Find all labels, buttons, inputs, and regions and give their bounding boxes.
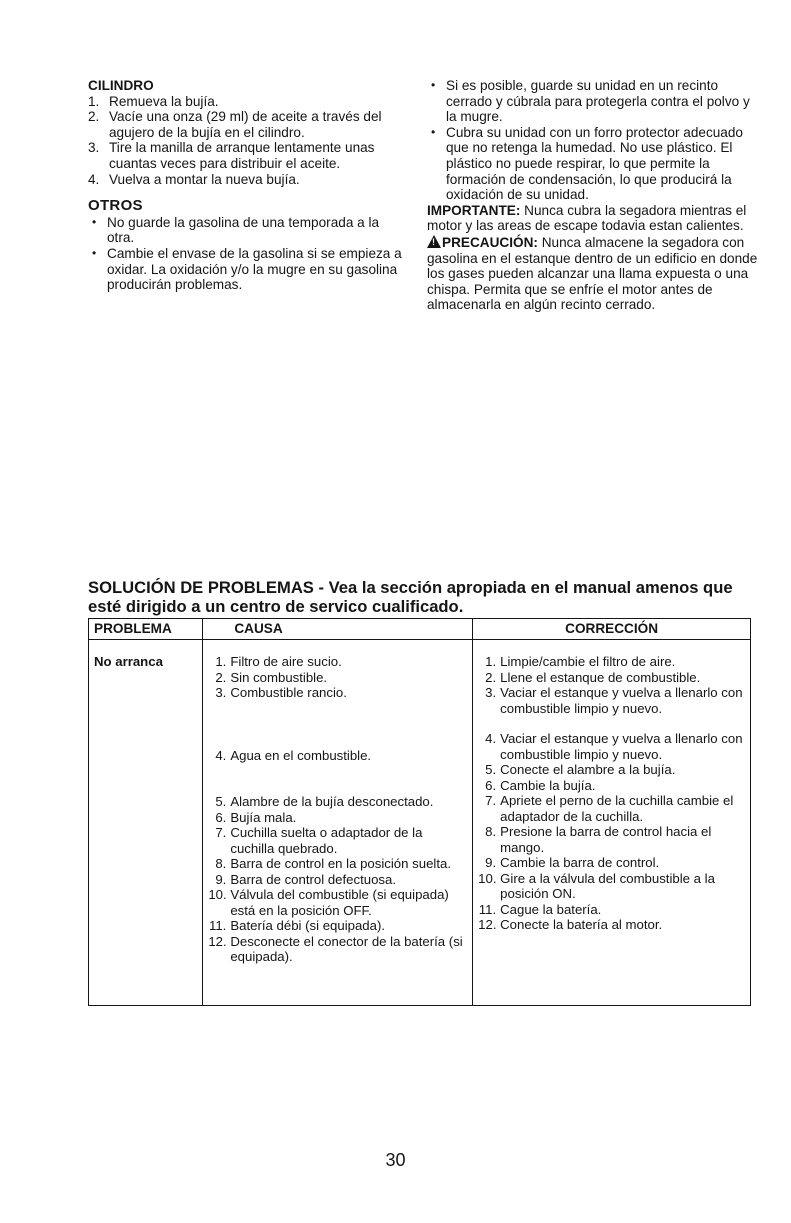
list-item: 9. Cambie la barra de control. [485, 855, 660, 870]
troubleshooting-table [88, 618, 751, 1006]
otros-bullets [88, 215, 408, 293]
list-item: 6. Cambie la bujía. [485, 777, 596, 793]
list-item: • Si es posible, guarde su unidad en un recinto cerrado y cúbrala para protegerla contra el polvo y la mugre. [431, 78, 750, 125]
storage-bullets [427, 78, 759, 203]
cause-cell [203, 640, 473, 1006]
list-item: • No guarde la gasolina de una temporada a la otra. [92, 214, 380, 246]
header-problem: PROBLEMA [89, 619, 203, 640]
list-item: • Cubra su unidad con un forro protector adecuado que no retenga la humedad. No use plástico. El plástico no puede respirar, lo que permite la formación de condensación, lo que producirá la oxidación de su unidad. [431, 124, 743, 203]
page-number: 30 [385, 1150, 406, 1170]
list-item: 8. Barra de control en la posición suelta. [215, 856, 451, 871]
left-column [88, 78, 408, 293]
list-item: 7. Apriete el perno de la cuchilla cambie el adaptador de la cuchilla. [485, 793, 734, 824]
list-item: 9. Barra de control defectuosa. [215, 871, 397, 887]
list-item: 5. Alambre de la bujía desconectado. [215, 794, 434, 809]
otros-heading: OTROS [88, 197, 143, 215]
important-label: IMPORTANTE: [427, 202, 521, 218]
list-item: 2. Sin combustible. [215, 669, 328, 685]
list-item: 2. Llene el estanque de combustible. [485, 669, 701, 685]
list-item: 3. Vaciar el estanque y vuelva a llenarlo con combustible limpio y nuevo. [485, 685, 743, 716]
problem-cell: No arranca [89, 640, 203, 1006]
list-item: 10. Gire a la válvula del combustible a la posición ON. [478, 870, 715, 901]
list-item: 7. Cuchilla suelta o adaptador de la cuchilla quebrado. [215, 825, 423, 856]
list-item: 12. Desconecte el conector de la batería (si equipada). [208, 933, 463, 964]
list-item: 12. Conecte la batería al motor. [478, 917, 663, 932]
list-item: 8. Presione la barra de control hacia el mango. [485, 824, 712, 855]
list-item: 3. Tire la manilla de arranque lentamente unas cuantas veces para distribuir el aceite. [88, 140, 375, 171]
list-item: 3. Combustible rancio. [215, 685, 347, 700]
table-row [89, 640, 751, 1006]
cause-list [208, 654, 467, 965]
caution-label: PRECAUCIÓN: [442, 234, 538, 250]
header-correction: CORRECCIÓN [473, 619, 751, 640]
list-item: 1. Filtro de aire sucio. [215, 654, 342, 669]
correction-list [478, 654, 745, 933]
list-item: 5. Conecte el alambre a la bujía. [485, 762, 676, 777]
cilindro-heading: CILINDRO [88, 78, 154, 93]
warning-triangle-icon [427, 235, 441, 248]
list-item: 1. Remueva la bujía. [88, 93, 219, 109]
list-item: 4. Vaciar el estanque y vuelva a llenarlo con combustible limpio y nuevo. [485, 731, 743, 762]
list-item: • Cambie el envase de la gasolina si se empieza a oxidar. La oxidación y/o la mugre en su gasolina producirán problemas. [92, 245, 402, 293]
list-item: 2. Vacíe una onza (29 ml) de aceite a través del agujero de la bujía en el cilindro. [88, 109, 382, 140]
important-text: Nunca cubra la segadora mientras el motor y las areas de escape todavia estan calientes. [427, 202, 747, 234]
list-item: 10. Válvula del combustible (si equipada) está en la posición OFF. [208, 887, 449, 918]
important-note [427, 203, 759, 234]
correction-cell [473, 640, 751, 1006]
bullet-icon: • [431, 78, 436, 92]
header-cause: CAUSA [203, 619, 473, 640]
list-item: 4. Vuelva a montar la nueva bujía. [88, 171, 300, 187]
table-header-row [89, 619, 751, 640]
bullet-icon: • [431, 124, 436, 139]
list-item: 6. Bujía mala. [215, 809, 297, 825]
cilindro-steps [88, 94, 408, 188]
list-item: 4. Agua en el combustible. [215, 747, 372, 763]
troubleshooting-title: SOLUCIÓN DE PROBLEMAS - Vea la sección apropiada en el manual amenos que esté dirigido a un centro de servico cualificado. [88, 578, 733, 616]
caution-note [427, 234, 759, 313]
bullet-icon: • [92, 245, 97, 260]
list-item: 11. Cague la batería. [478, 901, 602, 917]
caution-text: Nunca almacene la segadora con gasolina en el estanque dentro de un edificio en donde los gases pueden alcanzar una llama expuesta o una chispa. Permita que se enfríe el motor antes de almacenarla en algún recinto cerrado. [427, 234, 758, 313]
bullet-icon: • [92, 214, 97, 229]
list-item: 1. Limpie/cambie el filtro de aire. [485, 654, 676, 669]
list-item: 11. Batería débi (si equipada). [208, 918, 386, 933]
right-column [427, 78, 759, 313]
